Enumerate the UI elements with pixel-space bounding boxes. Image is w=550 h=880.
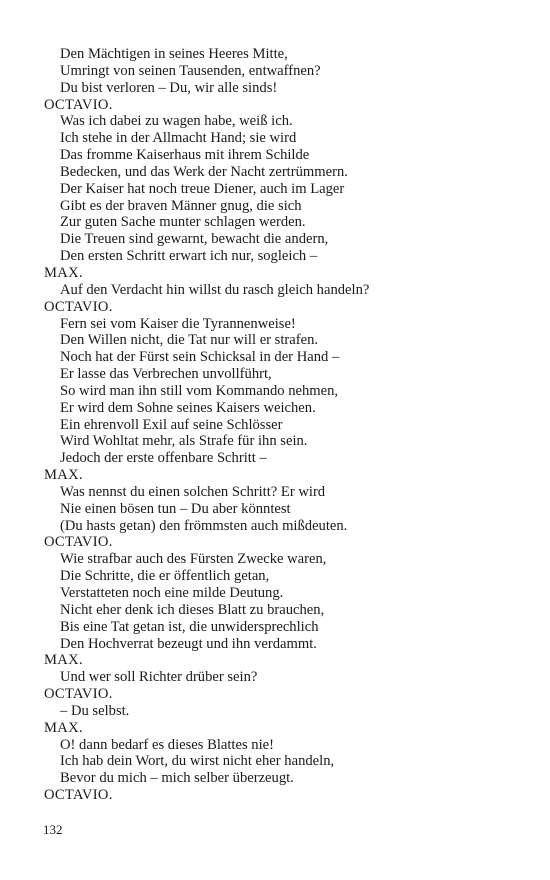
verse-line: Ein ehrenvoll Exil auf seine Schlösser [60,416,283,433]
verse-line: Und wer soll Richter drüber sein? [60,669,258,686]
speaker-name: MAX. [44,467,83,484]
play-text [44,46,524,804]
speaker-name: OCTAVIO. [44,787,113,804]
verse-line: Umringt von seinen Tausenden, entwaffnen? [60,62,321,79]
verse-line: Ich stehe in der Allmacht Hand; sie wird [60,130,297,147]
verse-line: Auf den Verdacht hin willst du rasch gleich handeln? [60,281,370,298]
verse-line: Bevor du mich – mich selber überzeugt. [60,770,294,787]
verse-line: Bedecken, und das Werk der Nacht zertrümmern. [60,163,348,180]
verse-line: Was nennst du einen solchen Schritt? Er wird [60,483,326,500]
verse-line: Der Kaiser hat noch treue Diener, auch im Lager [60,180,345,197]
speaker-name: MAX. [44,652,83,669]
speaker-name: OCTAVIO. [44,686,113,703]
verse-line: Das fromme Kaiserhaus mit ihrem Schilde [60,147,310,164]
verse-line: – Du selbst. [60,702,130,719]
verse-line: Verstatteten noch eine milde Deutung. [60,585,284,601]
verse-line: Den Hochverrat bezeugt und ihn verdammt. [60,635,317,652]
speaker-name: OCTAVIO. [44,534,113,551]
verse-line: Nicht eher denk ich dieses Blatt zu brauchen, [60,601,325,618]
verse-line: Noch hat der Fürst sein Schicksal in der Hand – [60,349,340,366]
verse-line: Er wird dem Sohne seines Kaisers weichen. [60,399,316,416]
verse-line: Zur guten Sache munter schlagen werden. [60,214,306,231]
verse-line: Den Willen nicht, die Tat nur will er strafen. [60,332,319,349]
verse-line: So wird man ihn still vom Kommando nehmen, [60,382,339,399]
verse-line: Wird Wohltat mehr, als Strafe für ihn sein. [60,433,308,450]
verse-line: Jedoch der erste offenbare Schritt – [60,450,267,467]
verse-line: Was ich dabei zu wagen habe, weiß ich. [60,113,293,130]
verse-line: Gibt es der braven Männer gnug, die sich [60,197,302,214]
verse-line: Die Treuen sind gewarnt, bewacht die andern, [60,231,329,248]
verse-line: Bis eine Tat getan ist, die unwidersprechlich [60,618,319,635]
speaker-name: MAX. [44,719,83,736]
speaker-name: MAX. [44,264,83,281]
speaker-name: OCTAVIO. [44,298,113,315]
verse-line: Wie strafbar auch des Fürsten Zwecke waren, [60,551,327,568]
verse-line: Er lasse das Verbrechen unvollführt, [60,366,272,383]
verse-line: Die Schritte, die er öffentlich getan, [60,568,270,585]
verse-line: Du bist verloren – Du, wir alle sinds! [60,79,278,96]
verse-line: Fern sei vom Kaiser die Tyrannenweise! [60,315,296,332]
verse-line: (Du hasts getan) den frömmsten auch mißdeuten. [60,517,348,534]
verse-line: Ich hab dein Wort, du wirst nicht eher handeln, [60,753,335,770]
speaker-name: OCTAVIO. [44,96,113,113]
verse-line: Den Mächtigen in seines Heeres Mitte, [60,46,288,62]
verse-line: Nie einen bösen tun – Du aber könntest [60,500,291,517]
page-number: 132 [43,822,63,837]
verse-line: Den ersten Schritt erwart ich nur, sogleich – [60,248,318,265]
verse-line: O! dann bedarf es dieses Blattes nie! [60,736,274,753]
